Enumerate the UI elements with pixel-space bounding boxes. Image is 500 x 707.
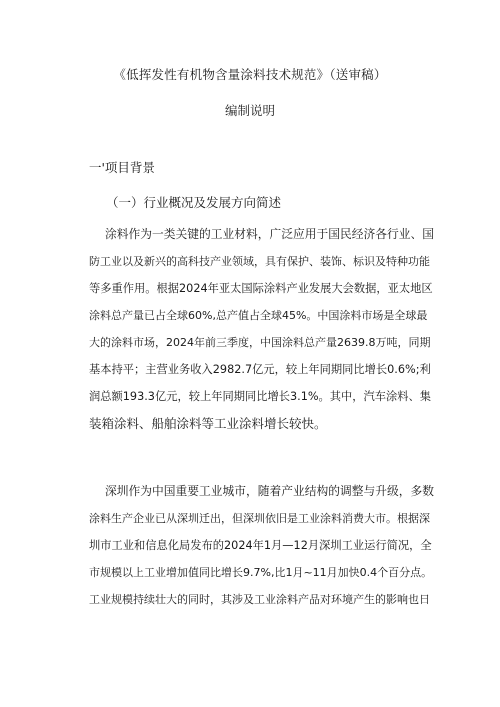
document-title: 《低挥发性有机物含量涂料技术规范》（送审稿） (113, 67, 387, 82)
paragraph-line: 等多重作用。根据2024年亚太国际涂料产业发展大会数据，亚太地区 (89, 282, 433, 295)
paragraph-line: 市规模以上工业增加值同比增长9.7%,比1月~11月加快0.4个百分点。 (89, 566, 433, 579)
paragraph-line: 装箱涂料、船舶涂料等工业涂料增长较快。 (89, 416, 327, 431)
paragraph-shenzhen (89, 478, 434, 613)
paragraph-line: 深圳作为中国重要工业城市，随着产业结构的调整与升级，多数 (105, 484, 434, 498)
paragraph-industry-overview (89, 221, 434, 437)
paragraph-line: 涂料作为一类关键的工业材料，广泛应用于国民经济各行业、国 (105, 227, 434, 241)
paragraph-line: 涂料生产企业已从深圳迁出，但深圳依旧是工业涂料消费大市。根据深 (89, 512, 430, 525)
paragraph-line: 基本持平；主营业务收入2982.7亿元，较上年同期同比增长0.6%;利 (89, 363, 431, 376)
paragraph-line: 大的涂料市场，2024年前三季度，中国涂料总产量2639.8万吨，同期 (89, 336, 431, 349)
paragraph-line: 工业规模持续壮大的同时，其涉及工业涂料产品对环境产生的影响也日 (89, 593, 430, 606)
subsection-heading: （一）行业概况及发展方向简述 (106, 195, 282, 210)
paragraph-line: 圳市工业和信息化局发布的2024年1月—12月深圳工业运行简况，全 (89, 539, 432, 552)
paragraph-line: 涂料总产量已占全球60%,总产值占全球45%。中国涂料市场是全球最 (89, 309, 428, 322)
section-heading: 一'项目背景 (89, 160, 155, 175)
paragraph-line: 防工业以及新兴的高科技产业领域，具有保护、装饰、标识及特种功能 (89, 255, 430, 268)
paragraph-line: 润总额193.3亿元，较上年同期同比增长3.1%。其中，汽车涂料、集 (89, 390, 432, 403)
document-subtitle: 编制说明 (224, 103, 275, 118)
